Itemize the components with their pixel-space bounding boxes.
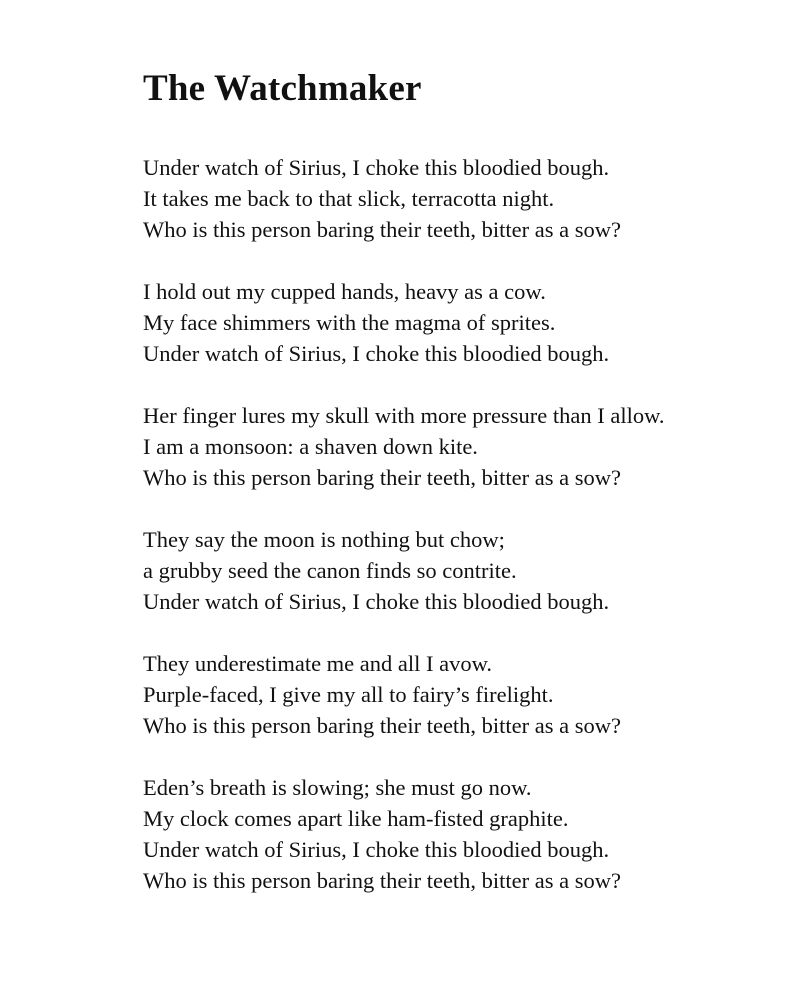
poem-line: It takes me back to that slick, terracotta night. bbox=[143, 186, 555, 211]
poem-line: I hold out my cupped hands, heavy as a cow. bbox=[143, 279, 546, 304]
poem-line: My clock comes apart like ham-fisted graphite. bbox=[143, 806, 569, 831]
poem-line: Under watch of Sirius, I choke this bloodied bough. bbox=[143, 837, 610, 862]
poem-line: Under watch of Sirius, I choke this bloodied bough. bbox=[143, 155, 610, 180]
stanza-5 bbox=[143, 648, 783, 741]
poem bbox=[143, 66, 783, 927]
poem-line: a grubby seed the canon finds so contrite. bbox=[143, 558, 517, 583]
poem-title: The Watchmaker bbox=[143, 68, 422, 109]
poem-line: My face shimmers with the magma of sprites. bbox=[143, 310, 556, 335]
stanza-3 bbox=[143, 400, 783, 493]
poem-line: Who is this person baring their teeth, bitter as a sow? bbox=[143, 465, 622, 490]
poem-body bbox=[143, 152, 783, 896]
stanza-4 bbox=[143, 524, 783, 617]
poem-line: They underestimate me and all I avow. bbox=[143, 651, 493, 676]
poem-line: Purple-faced, I give my all to fairy’s firelight. bbox=[143, 682, 554, 707]
stanza-1 bbox=[143, 152, 783, 245]
poem-line: Eden’s breath is slowing; she must go now. bbox=[143, 775, 532, 800]
poem-line: Under watch of Sirius, I choke this bloodied bough. bbox=[143, 341, 610, 366]
poem-line: Who is this person baring their teeth, bitter as a sow? bbox=[143, 713, 622, 738]
poem-line: They say the moon is nothing but chow; bbox=[143, 527, 505, 552]
poem-line: Who is this person baring their teeth, bitter as a sow? bbox=[143, 217, 622, 242]
poem-line: I am a monsoon: a shaven down kite. bbox=[143, 434, 478, 459]
stanza-6 bbox=[143, 772, 783, 896]
poem-line: Who is this person baring their teeth, bitter as a sow? bbox=[143, 868, 622, 893]
poem-line: Under watch of Sirius, I choke this bloodied bough. bbox=[143, 589, 610, 614]
poem-line: Her finger lures my skull with more pressure than I allow. bbox=[143, 403, 665, 428]
stanza-2 bbox=[143, 276, 783, 369]
